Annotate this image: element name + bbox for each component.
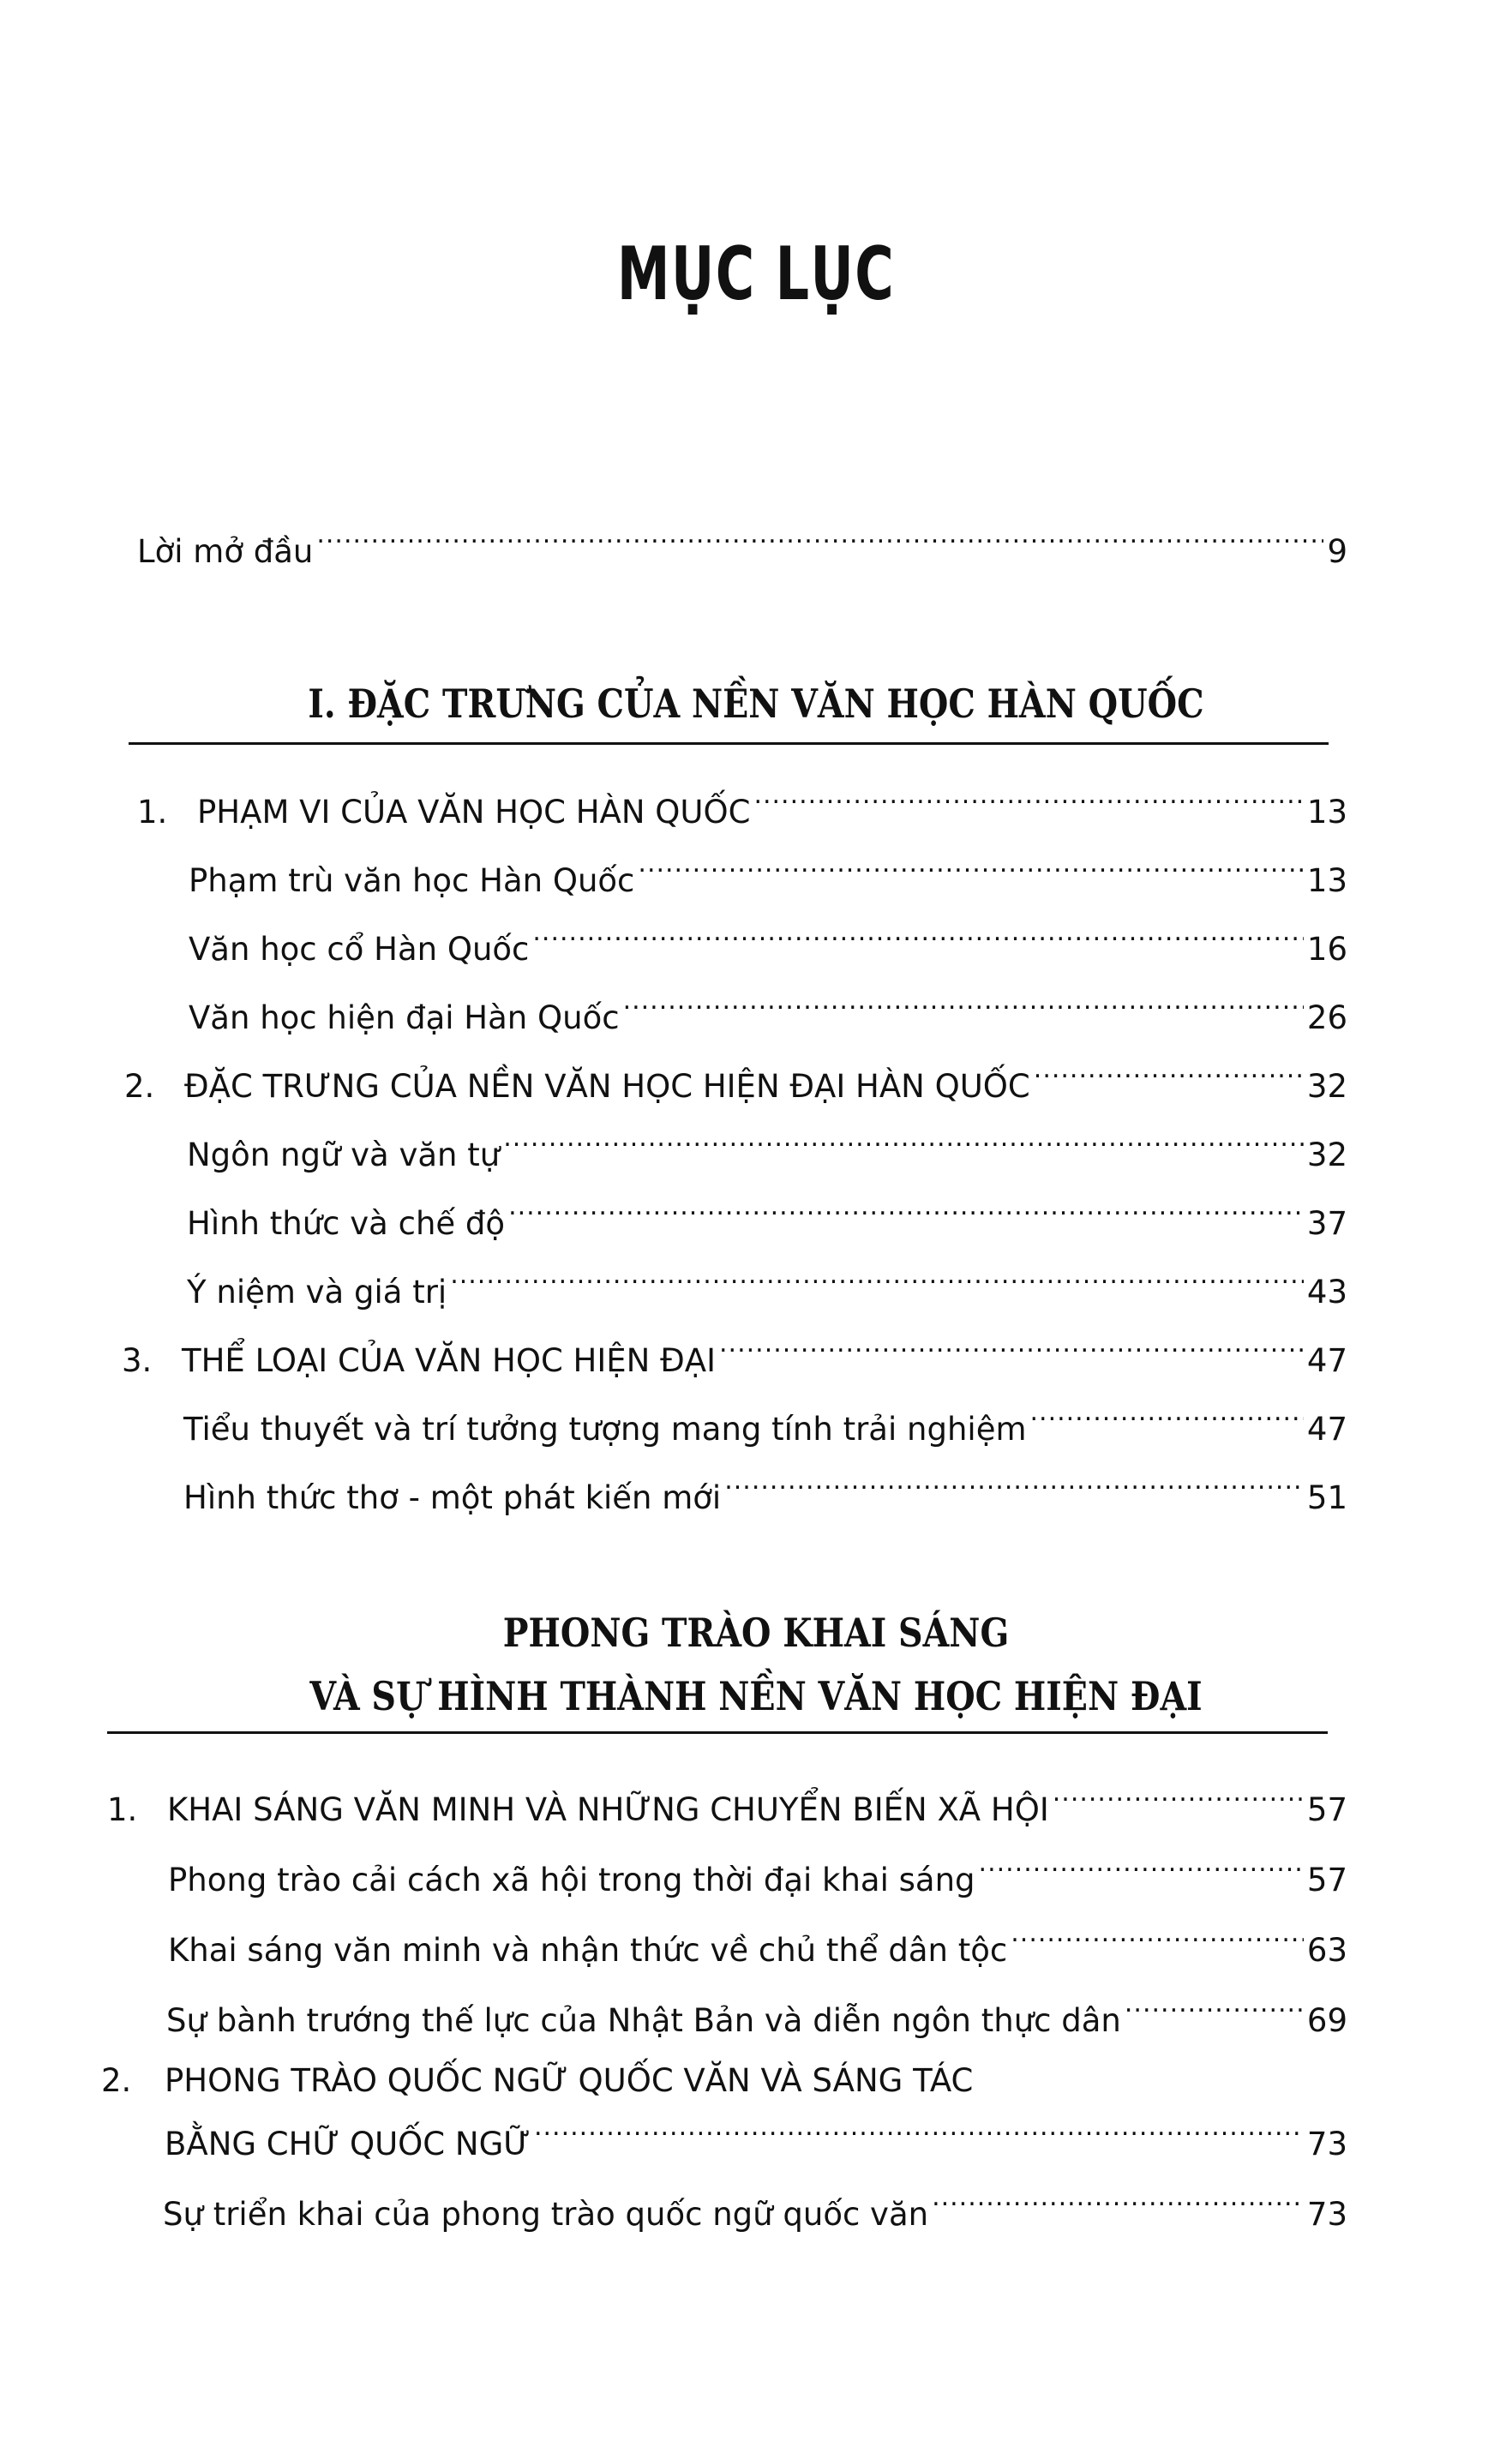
toc-entry-text: PHẠM VI CỦA VĂN HỌC HÀN QUỐC — [197, 794, 751, 831]
toc-entry-page: 73 — [1306, 2196, 1347, 2233]
toc-subentry[interactable] — [187, 1193, 1347, 1244]
toc-entry-text: Ngôn ngữ và văn tự — [187, 1137, 501, 1173]
toc-subentry[interactable] — [166, 1990, 1347, 2042]
dot-leader — [623, 987, 1304, 1029]
dot-leader — [450, 1262, 1304, 1303]
toc-entry-text: Tiểu thuyết và trí tưởng tượng mang tính trải nghiệm — [183, 1411, 1027, 1448]
toc-entry-page: 13 — [1306, 794, 1347, 831]
toc-entry-page: 37 — [1306, 1205, 1347, 1242]
toc-entry-page: 51 — [1306, 1479, 1347, 1516]
toc-entry-intro[interactable] — [137, 521, 1347, 573]
toc-chapter[interactable] — [122, 1330, 1347, 1382]
toc-entry-page: 32 — [1306, 1137, 1347, 1173]
part-heading: I. ĐẶC TRƯNG CỦA NỀN VĂN HỌC HÀN QUỐC — [308, 681, 1204, 727]
part-heading-line-2: VÀ SỰ HÌNH THÀNH NỀN VĂN HỌC HIỆN ĐẠI — [309, 1673, 1203, 1719]
toc-entry-text: Ý niệm và giá trị — [187, 1274, 447, 1310]
toc-chapter-line-2[interactable] — [165, 2114, 1347, 2165]
toc-chapter[interactable] — [124, 1056, 1347, 1107]
toc-subentry[interactable] — [163, 2184, 1347, 2235]
toc-subentry[interactable] — [183, 1399, 1347, 1450]
toc-entry-text: ĐẶC TRƯNG CỦA NỀN VĂN HỌC HIỆN ĐẠI HÀN QUỐC — [184, 1068, 1030, 1105]
toc-subentry[interactable] — [183, 1467, 1347, 1519]
toc-entry-page: 16 — [1306, 931, 1347, 968]
part-heading-line-1: PHONG TRÀO KHAI SÁNG — [502, 1610, 1010, 1656]
toc-entry-page: 47 — [1306, 1411, 1347, 1448]
toc-subentry[interactable] — [189, 850, 1347, 902]
toc-entry-text: PHONG TRÀO QUỐC NGỮ QUỐC VĂN VÀ SÁNG TÁC — [165, 2062, 974, 2099]
chapter-number: 2. — [124, 1068, 155, 1105]
toc-entry-text: THỂ LOẠI CỦA VĂN HỌC HIỆN ĐẠI — [182, 1342, 717, 1379]
toc-entry-page: 57 — [1306, 1862, 1347, 1898]
dot-leader — [1053, 1779, 1304, 1820]
toc-chapter[interactable] — [137, 782, 1347, 833]
toc-entry-page: 69 — [1306, 2002, 1347, 2039]
toc-subentry[interactable] — [189, 987, 1347, 1039]
toc-entry-page: 26 — [1306, 999, 1347, 1036]
chapter-number: 1. — [137, 794, 168, 831]
dot-leader — [1030, 1399, 1304, 1440]
page-title: MỤC LỤC — [616, 231, 896, 317]
toc-subentry[interactable] — [187, 1125, 1347, 1176]
dot-leader — [503, 1125, 1304, 1166]
dot-leader — [1125, 1990, 1304, 2031]
divider — [107, 1731, 1328, 1734]
toc-entry-text: Khai sáng văn minh và nhận thức về chủ thể dân tộc — [168, 1932, 1008, 1969]
toc-subentry[interactable] — [168, 1920, 1347, 1971]
toc-entry-text: Sự bành trướng thế lực của Nhật Bản và diễn ngôn thực dân — [166, 2002, 1121, 2039]
chapter-number: 1. — [107, 1791, 138, 1828]
dot-leader — [724, 1467, 1304, 1508]
toc-subentry[interactable] — [168, 1850, 1347, 1901]
toc-entry-text: BẰNG CHỮ QUỐC NGỮ — [165, 2126, 531, 2162]
dot-leader — [508, 1193, 1304, 1234]
toc-entry-page: 47 — [1306, 1342, 1347, 1379]
toc-entry-text: Hình thức và chế độ — [187, 1205, 506, 1242]
divider — [129, 742, 1329, 745]
toc-entry-text: Phạm trù văn học Hàn Quốc — [189, 862, 635, 899]
toc-entry-text: Lời mở đầu — [137, 533, 314, 570]
toc-entry-page: 9 — [1327, 533, 1347, 570]
toc-entry-text: Hình thức thơ - một phát kiến mới — [183, 1479, 722, 1516]
toc-entry-page: 43 — [1306, 1274, 1347, 1310]
toc-entry-text: Văn học hiện đại Hàn Quốc — [189, 999, 620, 1036]
toc-entry-page: 32 — [1306, 1068, 1347, 1105]
toc-entry-page: 63 — [1306, 1932, 1347, 1969]
toc-chapter-line-1[interactable] — [101, 2060, 973, 2102]
toc-chapter[interactable] — [107, 1779, 1347, 1831]
dot-leader — [532, 919, 1304, 960]
toc-subentry[interactable] — [187, 1262, 1347, 1313]
dot-leader — [719, 1330, 1304, 1371]
dot-leader — [638, 850, 1304, 891]
toc-entry-page: 13 — [1306, 862, 1347, 899]
dot-leader — [753, 782, 1303, 823]
dot-leader — [1011, 1920, 1304, 1961]
dot-leader — [979, 1850, 1304, 1891]
chapter-number: 3. — [122, 1342, 153, 1379]
dot-leader — [534, 2114, 1304, 2155]
toc-entry-text: Văn học cổ Hàn Quốc — [189, 931, 530, 968]
dot-leader — [1034, 1056, 1304, 1097]
toc-entry-page: 73 — [1306, 2126, 1347, 2162]
toc-entry-text: Phong trào cải cách xã hội trong thời đại khai sáng — [168, 1862, 975, 1898]
dot-leader — [316, 521, 1323, 562]
toc-subentry[interactable] — [189, 919, 1347, 970]
chapter-number: 2. — [101, 2062, 132, 2099]
toc-entry-page: 57 — [1306, 1791, 1347, 1828]
dot-leader — [932, 2184, 1304, 2225]
toc-entry-text: Sự triển khai của phong trào quốc ngữ quốc văn — [163, 2196, 929, 2233]
toc-entry-text: KHAI SÁNG VĂN MINH VÀ NHỮNG CHUYỂN BIẾN XÃ HỘI — [167, 1791, 1049, 1828]
